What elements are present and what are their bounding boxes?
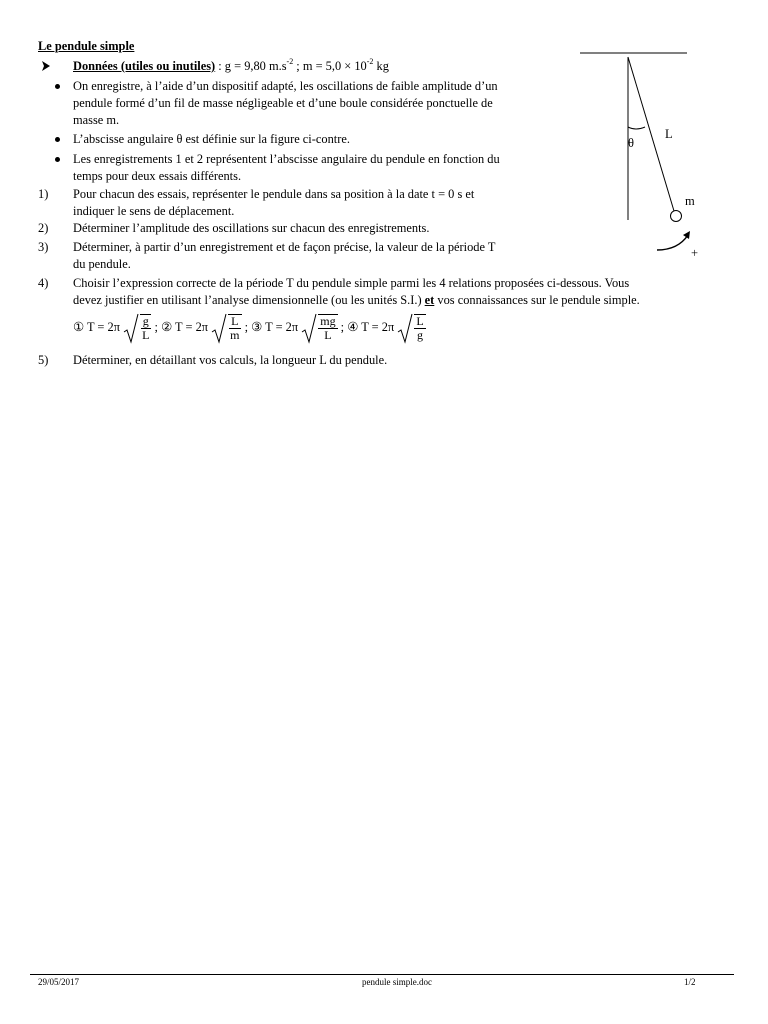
formula-1 (73, 312, 158, 344)
label-L: L (665, 127, 673, 141)
formula-row (73, 309, 426, 347)
label-plus: + (691, 246, 699, 260)
data-line (73, 58, 389, 74)
question-text: indiquer le sens de déplacement. (73, 204, 235, 218)
question-text-part: vos connaissances sur le pendule simple. (434, 293, 640, 307)
bullet-text: On enregistre, à l’aide d’un dispositif adapté, les oscillations de faible amplitude d’un (73, 79, 498, 93)
question-number: 1) (38, 187, 49, 201)
formula-marker: ④ (347, 319, 359, 334)
angle-arc (628, 127, 645, 129)
footer-filename: pendule simple.doc (362, 977, 432, 987)
numerator: L (231, 314, 239, 328)
bullet-icon (55, 137, 60, 142)
formula-3 (251, 312, 344, 344)
bullet-icon (55, 157, 60, 162)
numerator: L (416, 314, 424, 328)
sqrt-icon (301, 312, 317, 344)
question-number: 2) (38, 221, 49, 235)
denominator: L (324, 328, 332, 342)
bullet-text: L’abscisse angulaire θ est définie sur la figure ci-contre. (73, 132, 350, 146)
bullet-text: masse m. (73, 113, 120, 127)
question-text: Choisir l’expression correcte de la période T du pendule simple parmi les 4 relations proposées ci-dessous. Vous (73, 276, 630, 290)
emphasis-et: et (424, 293, 435, 307)
formula-lhs: T = 2π (358, 319, 395, 334)
denominator: g (416, 328, 423, 342)
footer-date: 29/05/2017 (38, 977, 80, 987)
bullet-text: pendule formé d’un fil de masse négligeable et d’une boule considérée ponctuelle de (73, 96, 493, 110)
formula-sep: ; (241, 319, 249, 334)
formula-sep: ; (151, 319, 158, 334)
formula-marker: ② (161, 319, 173, 334)
label-m: m (685, 194, 695, 208)
g-value: : g = 9,80 m.s (215, 59, 287, 73)
g-exponent: -2 (286, 57, 294, 66)
bullet-text: Les enregistrements 1 et 2 représentent l’abscisse angulaire du pendule en fonction du (73, 152, 500, 166)
sqrt-icon (123, 312, 139, 344)
question-number: 3) (38, 240, 49, 254)
footer-divider (30, 974, 734, 975)
question-text: du pendule. (73, 257, 131, 271)
question-text: Déterminer, en détaillant vos calculs, la longueur L du pendule. (73, 353, 388, 367)
question-text: Déterminer l’amplitude des oscillations sur chacun des enregistrements. (73, 221, 430, 235)
fraction (318, 314, 337, 342)
bullet-icon (55, 84, 60, 89)
sqrt-icon (397, 312, 413, 344)
question-text-part: devez justifier en utilisant l’analyse dimensionnelle (ou les unités S.I.) (73, 293, 425, 307)
m-unit: kg (373, 59, 389, 73)
question-text: Pour chacun des essais, représenter le pendule dans sa position à la date t = 0 s et (73, 187, 475, 201)
formula-lhs: T = 2π (172, 319, 209, 334)
fraction (228, 314, 241, 342)
fraction (414, 314, 425, 342)
numerator: mg (320, 314, 336, 328)
bullet-text: temps pour deux essais différents. (73, 169, 242, 183)
sqrt-icon (211, 312, 227, 344)
question-number: 4) (38, 276, 49, 290)
denominator: m (230, 328, 240, 342)
fraction (140, 314, 151, 342)
denominator: L (142, 328, 150, 342)
pendulum-bob (671, 211, 682, 222)
direction-arc (657, 235, 688, 250)
m-exponent: -2 (366, 57, 374, 66)
question-number: 5) (38, 353, 49, 367)
label-theta: θ (628, 136, 634, 150)
numerator: g (142, 314, 149, 328)
pendulum-figure (570, 45, 710, 265)
formula-sep: ; (337, 319, 345, 334)
data-label: Données (utiles ou inutiles) (73, 59, 216, 73)
formula-lhs: T = 2π (262, 319, 299, 334)
footer-page: 1/2 (684, 977, 696, 987)
formula-marker: ① (73, 319, 85, 334)
formula-marker: ③ (251, 319, 263, 334)
arrow-bullet-icon (38, 58, 54, 74)
m-value: ; m = 5,0 × 10 (293, 59, 367, 73)
question-text: Déterminer, à partir d’un enregistrement et de façon précise, la valeur de la période T (73, 240, 496, 254)
formula-lhs: T = 2π (84, 319, 120, 334)
question-text (73, 292, 640, 308)
formula-2 (161, 312, 248, 344)
formula-4 (347, 312, 425, 344)
page-title: Le pendule simple (38, 39, 135, 53)
